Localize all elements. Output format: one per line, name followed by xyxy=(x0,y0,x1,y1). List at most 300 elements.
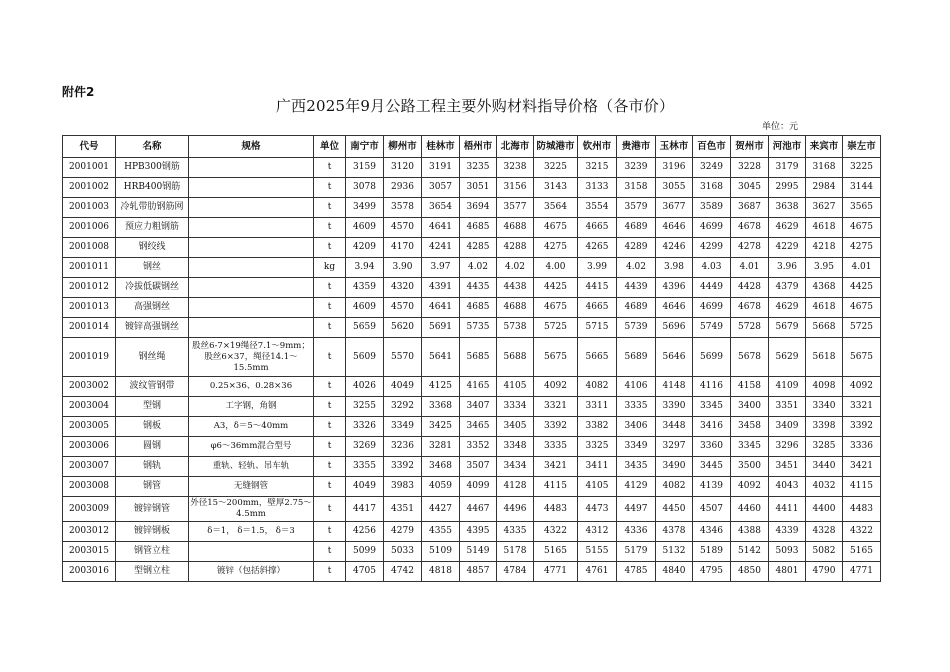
code-cell: 2003016 xyxy=(63,562,116,582)
price-cell: 4116 xyxy=(693,377,731,397)
price-cell: 3382 xyxy=(578,417,617,437)
code-cell: 2001019 xyxy=(63,338,116,377)
price-cell: 4641 xyxy=(422,298,460,318)
price-cell: 4840 xyxy=(656,562,693,582)
price-cell: 4396 xyxy=(656,278,693,298)
table-row xyxy=(63,397,881,417)
price-cell: 5749 xyxy=(693,318,731,338)
table-row xyxy=(63,457,881,477)
unit-cell: t xyxy=(314,318,346,338)
code-cell: 2001012 xyxy=(63,278,116,298)
price-cell: 4125 xyxy=(422,377,460,397)
price-cell: 4092 xyxy=(843,377,881,397)
unit-cell: t xyxy=(314,522,346,542)
price-cell: 3.94 xyxy=(346,258,384,278)
spec-cell: φ6～36mm混合型号 xyxy=(189,437,314,457)
price-cell: 4229 xyxy=(769,238,806,258)
price-cell: 4256 xyxy=(346,522,384,542)
unit-cell: t xyxy=(314,477,346,497)
table-row xyxy=(63,417,881,437)
price-cell: 5165 xyxy=(843,542,881,562)
price-cell: 4043 xyxy=(769,477,806,497)
price-cell: 5189 xyxy=(693,542,731,562)
price-cell: 3156 xyxy=(497,178,534,198)
price-cell: 3451 xyxy=(769,457,806,477)
name-cell: HPB300钢筋 xyxy=(116,158,189,178)
price-cell: 3255 xyxy=(346,397,384,417)
price-cell: 5696 xyxy=(656,318,693,338)
price-cell: 5082 xyxy=(806,542,843,562)
price-cell: 3238 xyxy=(497,158,534,178)
spec-cell: 重轨、轻轨、吊车轨 xyxy=(189,457,314,477)
price-cell: 4771 xyxy=(534,562,578,582)
price-cell: 4.02 xyxy=(617,258,656,278)
price-cell: 3554 xyxy=(578,198,617,218)
price-cell: 3326 xyxy=(346,417,384,437)
price-cell: 3411 xyxy=(578,457,617,477)
price-cell: 4795 xyxy=(693,562,731,582)
price-cell: 4483 xyxy=(843,497,881,522)
table-row xyxy=(63,198,881,218)
price-cell: 5109 xyxy=(422,542,460,562)
price-cell: 3051 xyxy=(460,178,497,198)
spec-cell: 无缝钢管 xyxy=(189,477,314,497)
price-cell: 4391 xyxy=(422,278,460,298)
spec-cell xyxy=(189,198,314,218)
column-header: 规格 xyxy=(189,136,314,158)
price-cell: 3345 xyxy=(731,437,769,457)
price-cell: 3296 xyxy=(769,437,806,457)
table-row xyxy=(63,477,881,497)
table-row xyxy=(63,178,881,198)
price-cell: 3490 xyxy=(656,457,693,477)
price-cell: 5728 xyxy=(731,318,769,338)
price-cell: 3335 xyxy=(534,437,578,457)
price-cell: 4339 xyxy=(769,522,806,542)
name-cell: 钢绞线 xyxy=(116,238,189,258)
code-cell: 2001003 xyxy=(63,198,116,218)
price-cell: 4082 xyxy=(656,477,693,497)
column-header: 河池市 xyxy=(769,136,806,158)
price-cell: 4388 xyxy=(731,522,769,542)
price-cell: 3499 xyxy=(346,198,384,218)
price-cell: 4438 xyxy=(497,278,534,298)
price-cell: 5679 xyxy=(769,318,806,338)
price-cell: 4618 xyxy=(806,218,843,238)
price-cell: 4049 xyxy=(384,377,422,397)
price-cell: 4665 xyxy=(578,298,617,318)
price-cell: 4646 xyxy=(656,298,693,318)
code-cell: 2003005 xyxy=(63,417,116,437)
price-cell: 3409 xyxy=(769,417,806,437)
column-header: 百色市 xyxy=(693,136,731,158)
price-cell: 4265 xyxy=(578,238,617,258)
price-cell: 5618 xyxy=(806,338,843,377)
price-cell: 5609 xyxy=(346,338,384,377)
price-cell: 3.95 xyxy=(806,258,843,278)
unit-cell: t xyxy=(314,338,346,377)
price-cell: 4570 xyxy=(384,298,422,318)
code-cell: 2003012 xyxy=(63,522,116,542)
price-cell: 4359 xyxy=(346,278,384,298)
price-cell: 4685 xyxy=(460,218,497,238)
price-cell: 5678 xyxy=(731,338,769,377)
price-cell: 3390 xyxy=(656,397,693,417)
price-cell: 4082 xyxy=(578,377,617,397)
table-row xyxy=(63,562,881,582)
unit-cell: t xyxy=(314,542,346,562)
price-cell: 4675 xyxy=(534,298,578,318)
price-cell: 4415 xyxy=(578,278,617,298)
price-cell: 4241 xyxy=(422,238,460,258)
price-cell: 4449 xyxy=(693,278,731,298)
unit-cell: t xyxy=(314,457,346,477)
price-cell: 3334 xyxy=(497,397,534,417)
price-cell: 3.97 xyxy=(422,258,460,278)
spec-cell xyxy=(189,542,314,562)
price-cell: 3269 xyxy=(346,437,384,457)
price-cell: 4158 xyxy=(731,377,769,397)
price-cell: 4278 xyxy=(731,238,769,258)
spec-cell: δ＝1， δ＝1.5， δ＝3 xyxy=(189,522,314,542)
price-cell: 4092 xyxy=(731,477,769,497)
spec-cell xyxy=(189,318,314,338)
price-cell: 4790 xyxy=(806,562,843,582)
price-cell: 4675 xyxy=(843,298,881,318)
price-cell: 4570 xyxy=(384,218,422,238)
name-cell: 钢丝绳 xyxy=(116,338,189,377)
price-cell: 2995 xyxy=(769,178,806,198)
table-header-row xyxy=(63,136,881,158)
price-cell: 4346 xyxy=(693,522,731,542)
column-header: 柳州市 xyxy=(384,136,422,158)
price-cell: 3311 xyxy=(578,397,617,417)
column-header: 玉林市 xyxy=(656,136,693,158)
price-cell: 3196 xyxy=(656,158,693,178)
price-cell: 4322 xyxy=(843,522,881,542)
price-cell: 4355 xyxy=(422,522,460,542)
price-cell: 4428 xyxy=(731,278,769,298)
price-cell: 4320 xyxy=(384,278,422,298)
price-cell: 4784 xyxy=(497,562,534,582)
code-cell: 2001001 xyxy=(63,158,116,178)
price-cell: 3228 xyxy=(731,158,769,178)
code-cell: 2003015 xyxy=(63,542,116,562)
price-cell: 3144 xyxy=(843,178,881,198)
code-cell: 2001013 xyxy=(63,298,116,318)
price-cell: 5689 xyxy=(617,338,656,377)
price-cell: 4246 xyxy=(656,238,693,258)
price-cell: 3579 xyxy=(617,198,656,218)
price-cell: 4689 xyxy=(617,218,656,238)
price-cell: 4771 xyxy=(843,562,881,582)
price-cell: 5570 xyxy=(384,338,422,377)
column-header: 代号 xyxy=(63,136,116,158)
price-cell: 3440 xyxy=(806,457,843,477)
price-cell: 3321 xyxy=(534,397,578,417)
spec-cell xyxy=(189,158,314,178)
price-cell: 4618 xyxy=(806,298,843,318)
price-cell: 5659 xyxy=(346,318,384,338)
price-cell: 4129 xyxy=(617,477,656,497)
price-cell: 5132 xyxy=(656,542,693,562)
price-cell: 3392 xyxy=(534,417,578,437)
price-cell: 4165 xyxy=(460,377,497,397)
name-cell: 波纹管钢带 xyxy=(116,377,189,397)
column-header: 桂林市 xyxy=(422,136,460,158)
table-row xyxy=(63,258,881,278)
price-cell: 5735 xyxy=(460,318,497,338)
price-cell: 5149 xyxy=(460,542,497,562)
price-cell: 4678 xyxy=(731,298,769,318)
price-cell: 3638 xyxy=(769,198,806,218)
price-cell: 3355 xyxy=(346,457,384,477)
name-cell: 钢板 xyxy=(116,417,189,437)
price-cell: 4450 xyxy=(656,497,693,522)
price-cell: 3392 xyxy=(843,417,881,437)
price-cell: 4395 xyxy=(460,522,497,542)
price-cell: 4761 xyxy=(578,562,617,582)
price-cell: 4026 xyxy=(346,377,384,397)
price-cell: 3225 xyxy=(843,158,881,178)
price-cell: 4742 xyxy=(384,562,422,582)
table-row xyxy=(63,218,881,238)
price-cell: 4641 xyxy=(422,218,460,238)
price-cell: 4351 xyxy=(384,497,422,522)
price-cell: 4288 xyxy=(497,238,534,258)
code-cell: 2001011 xyxy=(63,258,116,278)
price-cell: 4105 xyxy=(578,477,617,497)
table-row xyxy=(63,318,881,338)
price-cell: 4275 xyxy=(534,238,578,258)
price-cell: 4678 xyxy=(731,218,769,238)
price-cell: 3120 xyxy=(384,158,422,178)
price-table xyxy=(62,135,881,582)
price-cell: 3321 xyxy=(843,397,881,417)
price-cell: 4279 xyxy=(384,522,422,542)
price-cell: 4857 xyxy=(460,562,497,582)
price-cell: 5691 xyxy=(422,318,460,338)
price-cell: 4379 xyxy=(769,278,806,298)
price-cell: 4099 xyxy=(460,477,497,497)
price-cell: 5675 xyxy=(534,338,578,377)
price-cell: 4322 xyxy=(534,522,578,542)
price-cell: 3168 xyxy=(693,178,731,198)
price-cell: 4109 xyxy=(769,377,806,397)
spec-cell: 工字钢，角钢 xyxy=(189,397,314,417)
table-row xyxy=(63,158,881,178)
price-cell: 3249 xyxy=(693,158,731,178)
unit-cell: kg xyxy=(314,258,346,278)
price-cell: 4289 xyxy=(617,238,656,258)
column-header: 南宁市 xyxy=(346,136,384,158)
price-cell: 4148 xyxy=(656,377,693,397)
price-cell: 5725 xyxy=(534,318,578,338)
price-cell: 3405 xyxy=(497,417,534,437)
price-cell: 5165 xyxy=(534,542,578,562)
column-header: 贵港市 xyxy=(617,136,656,158)
unit-cell: t xyxy=(314,497,346,522)
price-cell: 3158 xyxy=(617,178,656,198)
price-cell: 4275 xyxy=(843,238,881,258)
price-cell: 5641 xyxy=(422,338,460,377)
unit-cell: t xyxy=(314,178,346,198)
price-cell: 4115 xyxy=(843,477,881,497)
price-cell: 3239 xyxy=(617,158,656,178)
price-cell: 3468 xyxy=(422,457,460,477)
price-cell: 4285 xyxy=(460,238,497,258)
price-cell: 5155 xyxy=(578,542,617,562)
price-cell: 3565 xyxy=(843,198,881,218)
price-cell: 4139 xyxy=(693,477,731,497)
price-cell: 4312 xyxy=(578,522,617,542)
spec-cell xyxy=(189,298,314,318)
price-cell: 3225 xyxy=(534,158,578,178)
code-cell: 2003004 xyxy=(63,397,116,417)
price-cell: 4209 xyxy=(346,238,384,258)
price-cell: 3292 xyxy=(384,397,422,417)
price-cell: 4629 xyxy=(769,218,806,238)
price-cell: 3168 xyxy=(806,158,843,178)
price-cell: 5629 xyxy=(769,338,806,377)
table-row xyxy=(63,298,881,318)
price-cell: 4675 xyxy=(534,218,578,238)
price-cell: 3057 xyxy=(422,178,460,198)
price-cell: 4170 xyxy=(384,238,422,258)
price-cell: 4685 xyxy=(460,298,497,318)
price-cell: 3143 xyxy=(534,178,578,198)
price-cell: 3416 xyxy=(693,417,731,437)
price-cell: 3577 xyxy=(497,198,534,218)
price-cell: 3687 xyxy=(731,198,769,218)
price-cell: 4609 xyxy=(346,218,384,238)
code-cell: 2001008 xyxy=(63,238,116,258)
price-cell: 4496 xyxy=(497,497,534,522)
column-header: 崇左市 xyxy=(843,136,881,158)
price-cell: 3983 xyxy=(384,477,422,497)
price-cell: 5033 xyxy=(384,542,422,562)
price-cell: 4435 xyxy=(460,278,497,298)
price-cell: 4106 xyxy=(617,377,656,397)
price-cell: 3215 xyxy=(578,158,617,178)
price-cell: 5646 xyxy=(656,338,693,377)
price-cell: 4688 xyxy=(497,298,534,318)
price-cell: 3589 xyxy=(693,198,731,218)
price-cell: 5738 xyxy=(497,318,534,338)
price-cell: 3351 xyxy=(769,397,806,417)
price-cell: 3159 xyxy=(346,158,384,178)
price-cell: 3407 xyxy=(460,397,497,417)
price-cell: 3.96 xyxy=(769,258,806,278)
price-cell: 3564 xyxy=(534,198,578,218)
price-cell: 4.02 xyxy=(460,258,497,278)
price-cell: 4689 xyxy=(617,298,656,318)
name-cell: 高强钢丝 xyxy=(116,298,189,318)
price-cell: 4507 xyxy=(693,497,731,522)
price-cell: 4467 xyxy=(460,497,497,522)
price-cell: 3045 xyxy=(731,178,769,198)
unit-cell: t xyxy=(314,298,346,318)
price-cell: 3458 xyxy=(731,417,769,437)
unit-cell: t xyxy=(314,417,346,437)
column-header: 贺州市 xyxy=(731,136,769,158)
spec-cell xyxy=(189,278,314,298)
name-cell: 型钢 xyxy=(116,397,189,417)
price-cell: 3421 xyxy=(843,457,881,477)
spec-cell: A3，δ＝5～40mm xyxy=(189,417,314,437)
price-cell: 4400 xyxy=(806,497,843,522)
price-cell: 3133 xyxy=(578,178,617,198)
price-cell: 3435 xyxy=(617,457,656,477)
price-cell: 5099 xyxy=(346,542,384,562)
price-cell: 3392 xyxy=(384,457,422,477)
price-cell: 4801 xyxy=(769,562,806,582)
unit-cell: t xyxy=(314,397,346,417)
spec-cell: 镀锌（包括斜撑） xyxy=(189,562,314,582)
price-cell: 3445 xyxy=(693,457,731,477)
price-cell: 5093 xyxy=(769,542,806,562)
column-header: 钦州市 xyxy=(578,136,617,158)
price-cell: 4688 xyxy=(497,218,534,238)
unit-cell: t xyxy=(314,278,346,298)
price-cell: 4425 xyxy=(843,278,881,298)
price-cell: 3335 xyxy=(617,397,656,417)
spec-cell: 0.25×36、0.28×36 xyxy=(189,377,314,397)
price-cell: 4411 xyxy=(769,497,806,522)
price-cell: 5739 xyxy=(617,318,656,338)
spec-cell xyxy=(189,218,314,238)
spec-cell: 股丝6-7×19绳径7.1～9mm；股丝6×37，绳径14.1～15.5mm xyxy=(189,338,314,377)
price-cell: 5142 xyxy=(731,542,769,562)
price-cell: 3448 xyxy=(656,417,693,437)
unit-cell: t xyxy=(314,377,346,397)
price-cell: 3.90 xyxy=(384,258,422,278)
price-cell: 4850 xyxy=(731,562,769,582)
name-cell: 镀锌钢管 xyxy=(116,497,189,522)
table-row xyxy=(63,278,881,298)
price-cell: 4128 xyxy=(497,477,534,497)
price-cell: 3360 xyxy=(693,437,731,457)
price-cell: 5715 xyxy=(578,318,617,338)
column-header: 单位 xyxy=(314,136,346,158)
code-cell: 2001002 xyxy=(63,178,116,198)
price-cell: 3236 xyxy=(384,437,422,457)
price-cell: 4105 xyxy=(497,377,534,397)
price-cell: 4.01 xyxy=(843,258,881,278)
price-cell: 3340 xyxy=(806,397,843,417)
unit-note: 单位：元 xyxy=(762,122,799,132)
name-cell: 钢管 xyxy=(116,477,189,497)
price-cell: 5699 xyxy=(693,338,731,377)
price-cell: 4098 xyxy=(806,377,843,397)
price-cell: 5685 xyxy=(460,338,497,377)
price-cell: 3179 xyxy=(769,158,806,178)
price-cell: 3677 xyxy=(656,198,693,218)
price-cell: 3281 xyxy=(422,437,460,457)
price-cell: 5668 xyxy=(806,318,843,338)
price-cell: 4115 xyxy=(534,477,578,497)
name-cell: 钢丝 xyxy=(116,258,189,278)
price-cell: 3191 xyxy=(422,158,460,178)
price-cell: 3694 xyxy=(460,198,497,218)
price-cell: 4665 xyxy=(578,218,617,238)
code-cell: 2003008 xyxy=(63,477,116,497)
price-cell: 4328 xyxy=(806,522,843,542)
price-cell: 4646 xyxy=(656,218,693,238)
price-cell: 4032 xyxy=(806,477,843,497)
price-cell: 4.03 xyxy=(693,258,731,278)
code-cell: 2003002 xyxy=(63,377,116,397)
